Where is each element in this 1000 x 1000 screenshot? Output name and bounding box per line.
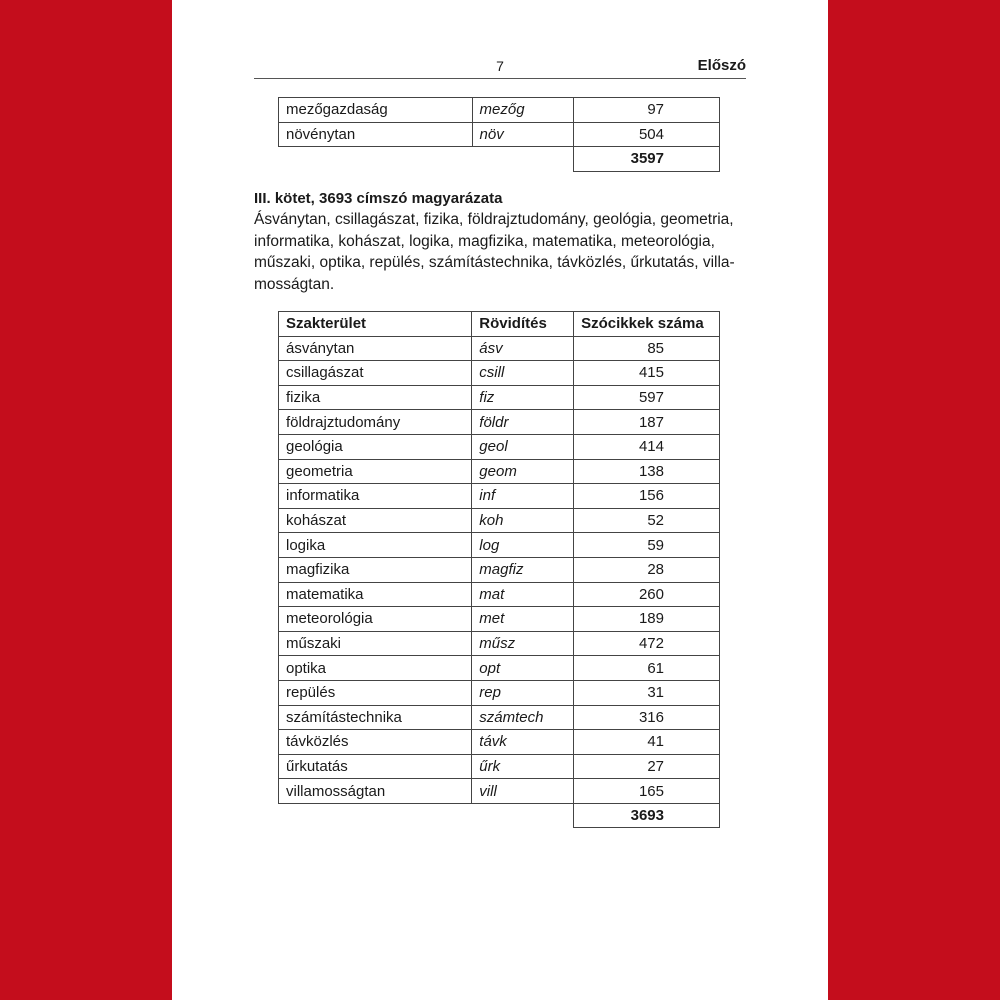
abbreviation-cell: mezőg	[472, 98, 574, 123]
field-cell: fizika	[279, 385, 472, 410]
table-row	[279, 459, 720, 484]
field-table	[278, 311, 720, 828]
table-row	[279, 705, 720, 730]
count-cell: 156	[574, 484, 720, 509]
abbreviation-cell: opt	[472, 656, 574, 681]
abbreviation-cell: rep	[472, 680, 574, 705]
document-page	[172, 0, 828, 1000]
header-count: Szócikkek száma	[574, 312, 720, 337]
abbreviation-cell: fiz	[472, 385, 574, 410]
abbreviation-cell: vill	[472, 779, 574, 804]
count-cell: 59	[574, 533, 720, 558]
field-cell: számítástechnika	[279, 705, 472, 730]
field-cell: matematika	[279, 582, 472, 607]
count-cell: 41	[574, 730, 720, 755]
count-cell: 187	[574, 410, 720, 435]
table-row	[279, 98, 720, 123]
abbreviation-cell: földr	[472, 410, 574, 435]
empty-cell	[279, 147, 473, 172]
paragraph-line: informatika, kohászat, logika, magfizika, matematika, meteorológia,	[254, 232, 715, 250]
count-cell: 189	[574, 607, 720, 632]
empty-cell	[472, 147, 574, 172]
table-header-row	[279, 312, 720, 337]
count-cell: 472	[574, 631, 720, 656]
total-cell: 3693	[574, 803, 720, 828]
field-cell: mezőgazdaság	[279, 98, 473, 123]
table-row	[279, 607, 720, 632]
field-cell: villamosságtan	[279, 779, 472, 804]
field-cell: ásványtan	[279, 336, 472, 361]
abbreviation-cell: mat	[472, 582, 574, 607]
field-cell: repülés	[279, 680, 472, 705]
count-cell: 31	[574, 680, 720, 705]
header-field: Szakterület	[279, 312, 472, 337]
table-row	[279, 336, 720, 361]
count-cell: 97	[574, 98, 720, 123]
count-cell: 165	[574, 779, 720, 804]
running-header	[254, 56, 746, 79]
abbreviation-cell: űrk	[472, 754, 574, 779]
table-row	[279, 656, 720, 681]
field-cell: kohászat	[279, 508, 472, 533]
abbreviation-cell: ásv	[472, 336, 574, 361]
count-cell: 260	[574, 582, 720, 607]
table-row	[279, 730, 720, 755]
count-cell: 61	[574, 656, 720, 681]
abbreviation-cell: met	[472, 607, 574, 632]
table-row	[279, 631, 720, 656]
abbreviation-cell: koh	[472, 508, 574, 533]
paragraph-line: mosságtan.	[254, 275, 335, 293]
count-cell: 415	[574, 361, 720, 386]
count-cell: 138	[574, 459, 720, 484]
field-cell: informatika	[279, 484, 472, 509]
field-cell: optika	[279, 656, 472, 681]
field-cell: távközlés	[279, 730, 472, 755]
abbreviation-cell: távk	[472, 730, 574, 755]
field-cell: űrkutatás	[279, 754, 472, 779]
abbreviation-cell: csill	[472, 361, 574, 386]
volume-heading: III. kötet, 3693 címszó magyarázata	[254, 190, 503, 207]
table-row	[279, 533, 720, 558]
table-row	[279, 779, 720, 804]
total-row	[279, 803, 720, 828]
table-row	[279, 385, 720, 410]
table-continued	[278, 97, 720, 172]
count-cell: 27	[574, 754, 720, 779]
abbreviation-cell: inf	[472, 484, 574, 509]
table-row	[279, 557, 720, 582]
count-cell: 28	[574, 557, 720, 582]
field-cell: földrajztudomány	[279, 410, 472, 435]
table-row	[279, 361, 720, 386]
total-cell: 3597	[574, 147, 720, 172]
table-row	[279, 680, 720, 705]
table-row	[279, 582, 720, 607]
paragraph-line: műszaki, optika, repülés, számítástechnika, távközlés, űrkutatás, villa-	[254, 254, 735, 271]
total-row	[279, 147, 720, 172]
table-row	[279, 754, 720, 779]
abbreviation-cell: magfiz	[472, 557, 574, 582]
abbreviation-cell: műsz	[472, 631, 574, 656]
count-cell: 85	[574, 336, 720, 361]
count-cell: 414	[574, 434, 720, 459]
empty-cell	[279, 803, 472, 828]
abbreviation-cell: geol	[472, 434, 574, 459]
table-row	[279, 508, 720, 533]
table-row	[279, 410, 720, 435]
count-cell: 52	[574, 508, 720, 533]
abbreviation-cell: növ	[472, 122, 574, 147]
count-cell: 597	[574, 385, 720, 410]
abbreviation-cell: log	[472, 533, 574, 558]
field-cell: geológia	[279, 434, 472, 459]
field-cell: magfizika	[279, 557, 472, 582]
field-cell: növénytan	[279, 122, 473, 147]
field-cell: műszaki	[279, 631, 472, 656]
table-row	[279, 484, 720, 509]
field-cell: csillagászat	[279, 361, 472, 386]
count-cell: 504	[574, 122, 720, 147]
volume-description	[254, 209, 746, 295]
abbreviation-cell: számtech	[472, 705, 574, 730]
abbreviation-cell: geom	[472, 459, 574, 484]
count-cell: 316	[574, 705, 720, 730]
header-abbreviation: Rövidítés	[472, 312, 574, 337]
empty-cell	[472, 803, 574, 828]
field-cell: logika	[279, 533, 472, 558]
field-cell: meteorológia	[279, 607, 472, 632]
section-title: Előszó	[697, 57, 746, 74]
field-cell: geometria	[279, 459, 472, 484]
table-row	[279, 434, 720, 459]
paragraph-line: Ásványtan, csillagászat, fizika, földrajztudomány, geológia, geometria,	[254, 211, 734, 228]
table-row	[279, 122, 720, 147]
page-number: 7	[496, 58, 504, 74]
